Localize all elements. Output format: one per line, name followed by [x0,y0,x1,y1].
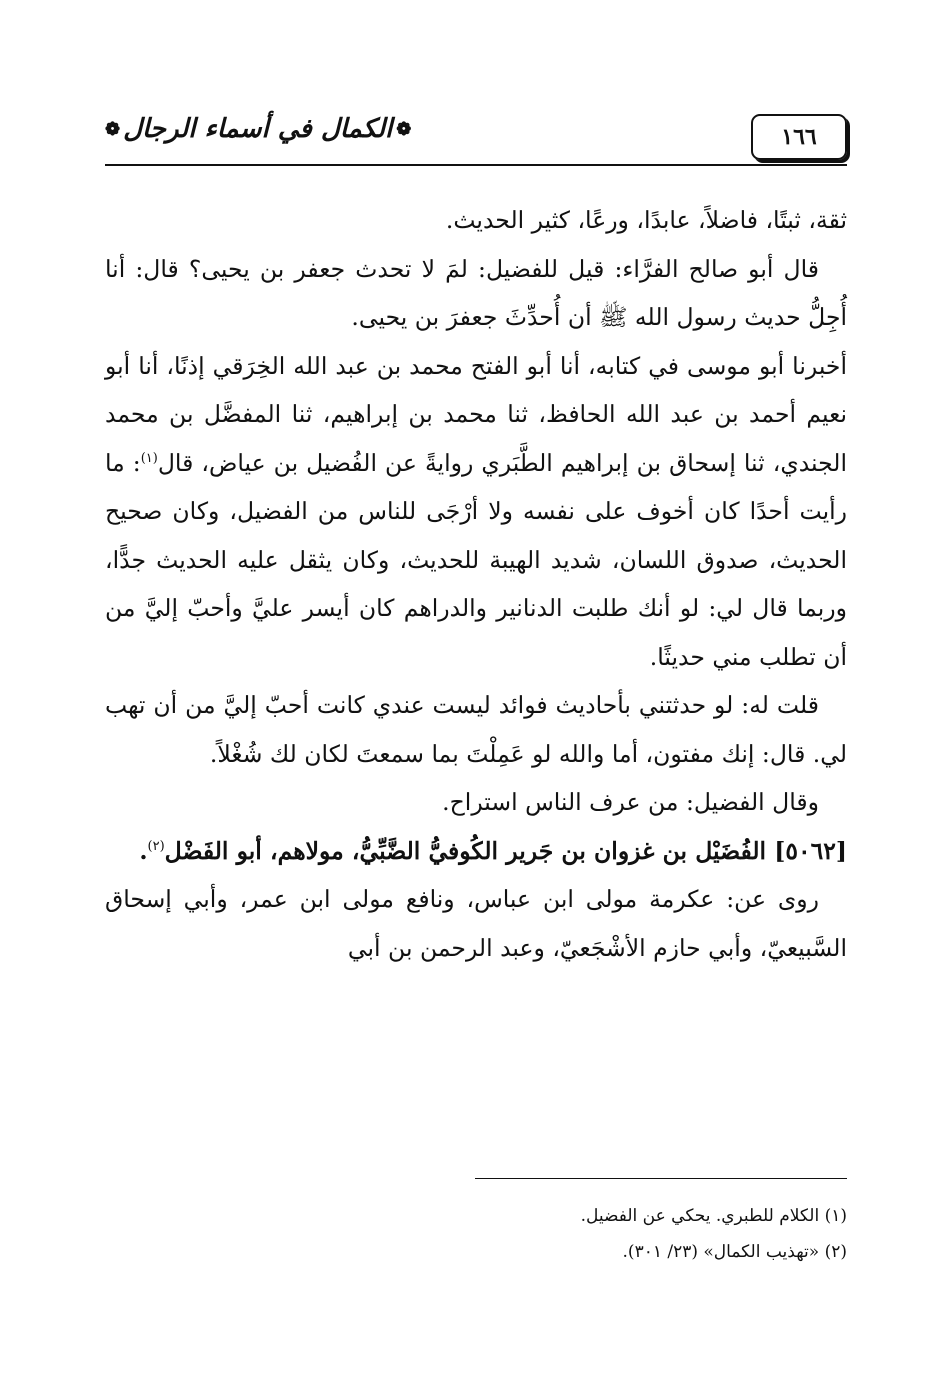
main-text [105,196,847,972]
paragraph: ثقة، ثبتًا، فاضلاً، عابدًا، ورعًا، كثير الحديث. [445,206,847,234]
ornament-icon: ❁ [396,118,411,140]
footnote-marker: (١) [140,450,158,466]
footnote-divider [475,1178,847,1179]
ornament-icon: ❁ [105,118,120,140]
footnotes [105,1198,847,1270]
paragraph: روى عن: عكرمة مولى ابن عباس، ونافع مولى ابن عمر، وأبي إسحاق السَّبيعيّ، وأبي حازم الأشْجَعيّ، وعبد الرحمن بن أبي [105,885,847,962]
header-divider [105,164,847,166]
paragraph: قلت له: لو حدثتني بأحاديث فوائد ليست عندي كانت أحبّ إليَّ من أن تهب لي. قال: إنك مفتون، أما والله لو عَمِلْتَ بما سمعتَ لكان لك شُغْلاً. [105,691,847,768]
footnote-marker: (٢) [147,838,165,854]
paragraph-text: أخبرنا أبو موسى في كتابه، أنا أبو الفتح محمد بن عبد الله الخِرَقي إذنًا، أنا أبو نعيم أحمد بن عبد الله الحافظ، ثنا محمد بن إبراهيم، ثنا المفضَّل بن محمد الجندي، ثنا إسحاق بن إبراهيم الطَّبَري روايةً عن الفُضيل بن عياض، قال [105,351,847,477]
entry-heading-text: [٥٠٦٢] الفُضَيْل بن غزوان بن جَرير الكُوفيُّ الضَّبِّيُّ، مولاهم، أبو الفَضْل [164,836,847,865]
page-header [105,110,847,162]
book-title [105,114,410,144]
footnote: (١) الكلام للطبري. يحكي عن الفضيل. [580,1206,847,1226]
entry-heading [105,827,847,876]
footnote: (٢) «تهذيب الكمال» (٢٣/ ٣٠١). [622,1242,847,1262]
book-title-text: الكمال في أسماء الرجال [123,114,393,144]
paragraph [105,342,847,682]
paragraph: وقال الفضيل: من عرف الناس استراح. [442,788,819,816]
page-number: ١٦٦ [751,114,847,160]
entry-heading-end: . [139,836,148,865]
paragraph-text: : ما رأيت أحدًا كان أخوف على نفسه ولا أرْجَى للناس من الفضيل، وكان صحيح الحديث، صدوق اللسان، شديد الهيبة للحديث، وكان يثقل عليه الحديث جدًّا، وربما قال لي: لو أنك طلبت الدنانير والدراهم كان أيسر عليَّ وأحبّ إليَّ من أن تطلب مني حديثًا. [105,448,847,671]
paragraph: قال أبو صالح الفرَّاء: قيل للفضيل: لمَ لا تحدث جعفر بن يحيى؟ قال: أنا أُجِلُّ حديث رسول الله ﷺ أن أُحدِّثَ جعفرَ بن يحيى. [105,254,847,331]
